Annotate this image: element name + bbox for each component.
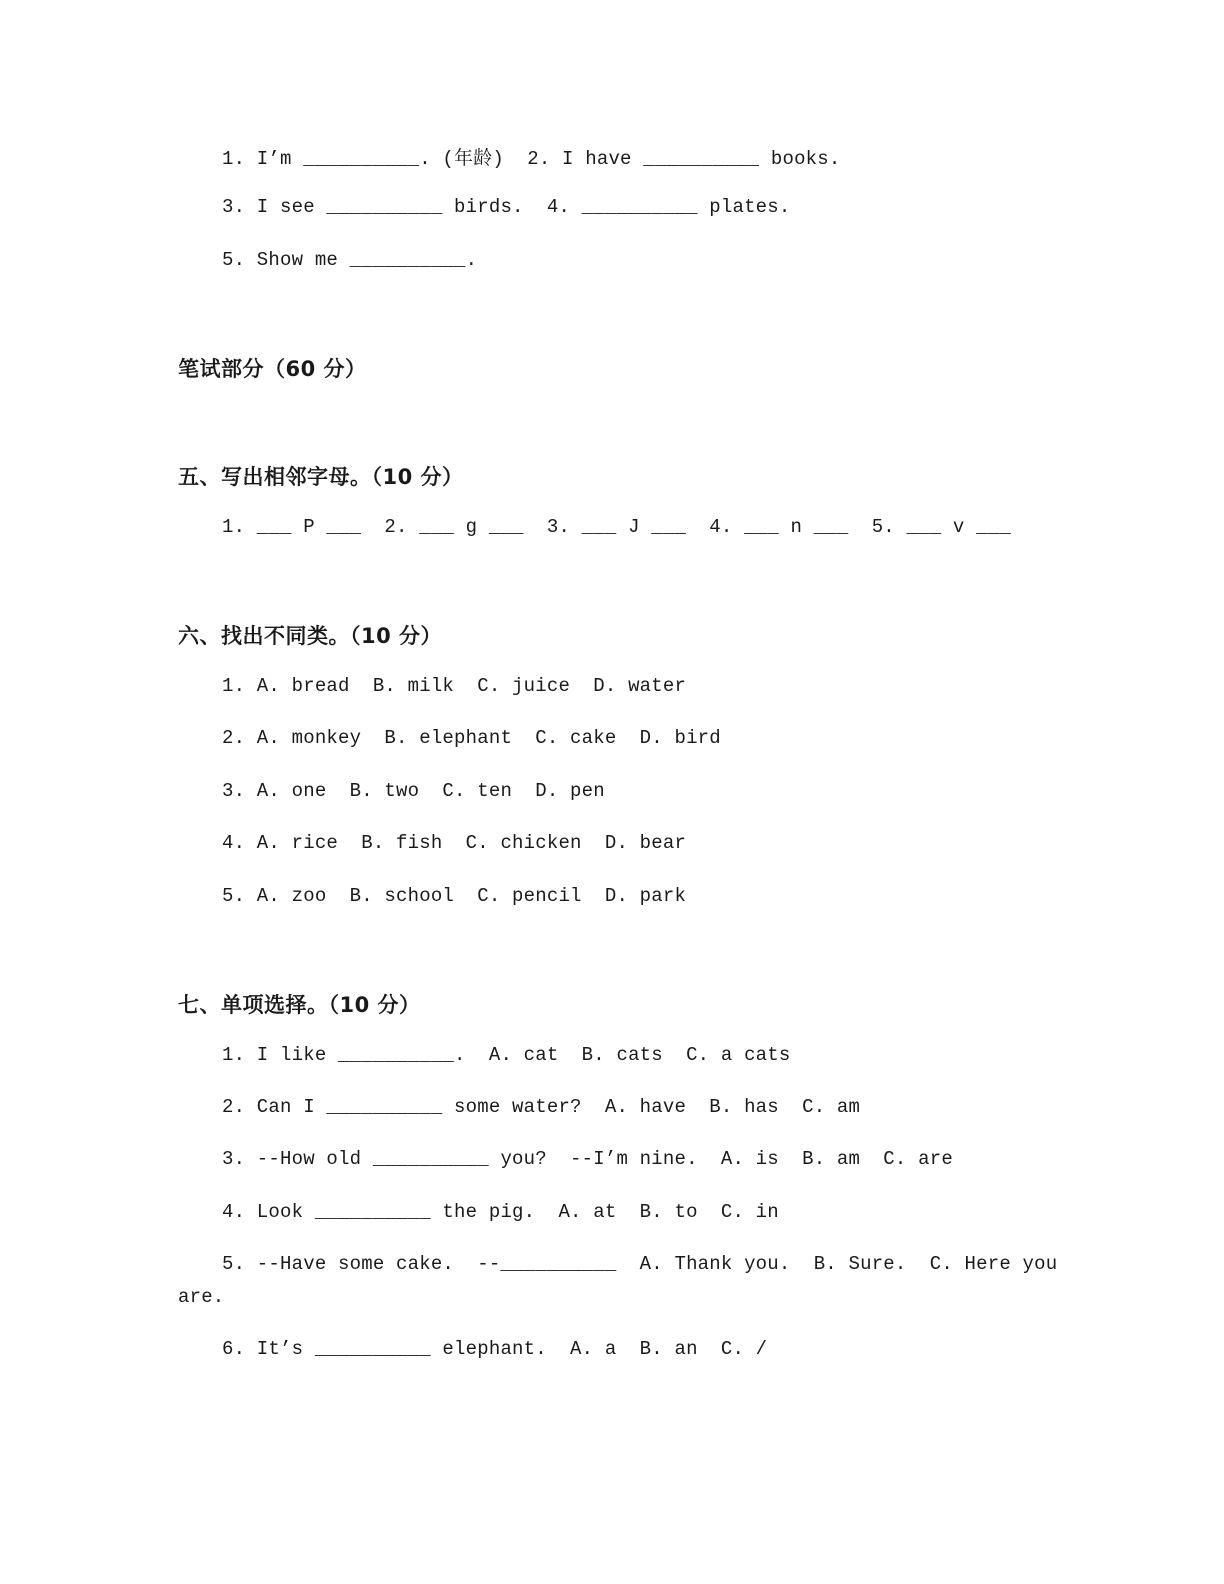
section5-title: 五、写出相邻字母。（10 分） <box>178 465 464 489</box>
section7-question-6: 6. It’s __________ elephant. A. a B. an C. / <box>222 1338 768 1360</box>
section6-title: 六、找出不同类。（10 分） <box>178 624 443 648</box>
section7-title: 七、单项选择。（10 分） <box>178 993 421 1017</box>
section7-question-5: 5. --Have some cake. --__________ A. Thank you. B. Sure. C. Here you <box>222 1253 1058 1275</box>
section6-question-4: 4. A. rice B. fish C. chicken D. bear <box>222 832 687 854</box>
listening-line-2: 3. I see __________ birds. 4. __________ plates. <box>222 196 791 218</box>
section6-question-5: 5. A. zoo B. school C. pencil D. park <box>222 885 687 907</box>
section7-question-3: 3. --How old __________ you? --I’m nine. A. is B. am C. are <box>222 1148 953 1170</box>
section7-question-4: 4. Look __________ the pig. A. at B. to C. in <box>222 1201 779 1223</box>
section6-question-3: 3. A. one B. two C. ten D. pen <box>222 780 605 802</box>
section7-question-5-wrap: are. <box>178 1286 225 1308</box>
section5-line: 1. ___ P ___ 2. ___ g ___ 3. ___ J ___ 4. ___ n ___ 5. ___ v ___ <box>222 516 1011 538</box>
section6-question-2: 2. A. monkey B. elephant C. cake D. bird <box>222 727 721 749</box>
written-part-title: 笔试部分（60 分） <box>178 357 367 381</box>
section7-question-1: 1. I like __________. A. cat B. cats C. a cats <box>222 1044 791 1066</box>
listening-line-3: 5. Show me __________. <box>222 249 478 271</box>
section6-question-1: 1. A. bread B. milk C. juice D. water <box>222 675 687 697</box>
section7-question-2: 2. Can I __________ some water? A. have B. has C. am <box>222 1096 861 1118</box>
listening-line-1: 1. I’m __________. (年龄) 2. I have __________ books. <box>222 148 841 170</box>
